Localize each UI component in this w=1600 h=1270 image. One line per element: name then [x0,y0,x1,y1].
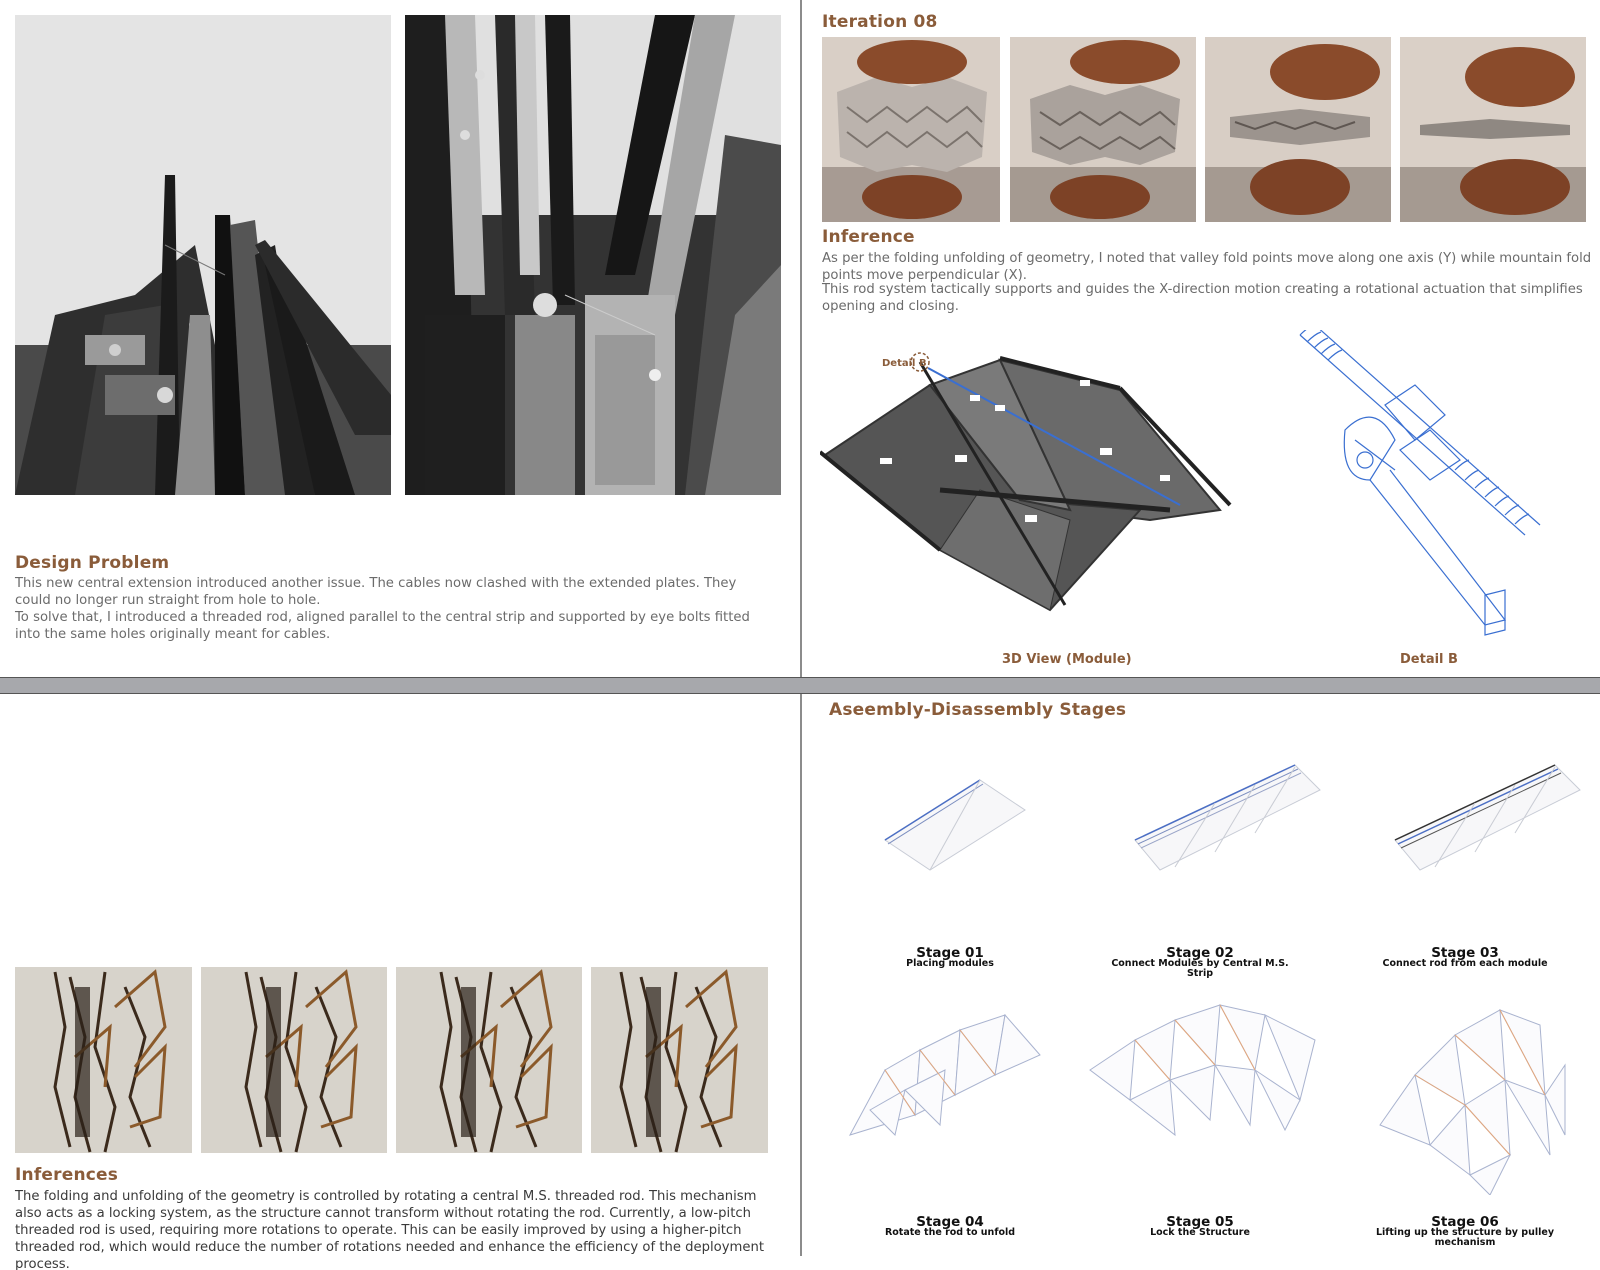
stage-02-illustration [1125,755,1325,875]
stage-05-title: Stage 05 [1166,1214,1234,1230]
inferences-heading: Inferences [15,1165,119,1185]
stage-04-desc: Rotate the rod to unfold [884,1227,1016,1238]
stage-03-illustration [1385,755,1585,875]
prototype-photo-3 [396,967,582,1153]
module-3d-view [820,340,1270,620]
vertical-divider-bottom [800,694,802,1256]
stage-04-title: Stage 04 [916,1214,984,1230]
design-problem-paragraph-1: This new central extension introduced another issue. The cables now clashed with the extended plates. They could no longer run straight from hole to hole. [15,576,737,608]
stage-01-desc: Placing modules [906,958,994,969]
inference-paragraph-2: This rod system tactically supports and guides the X-direction motion creating a rotational actuation that simplifies opening and closing. [822,282,1583,314]
design-problem-paragraph-2: To solve that, I introduced a threaded rod, aligned parallel to the central strip and supported by eye bolts fitted into the same holes originally meant for cables. [15,610,750,642]
folding-photo-1 [822,37,1000,222]
stage-05-desc: Lock the Structure [1150,1227,1250,1238]
caption-detail-b: Detail B [1400,652,1458,667]
stage-04-illustration [845,1010,1045,1140]
stage-06-title: Stage 06 [1431,1214,1499,1230]
design-problem-heading: Design Problem [15,553,170,573]
folding-photo-4 [1400,37,1586,222]
stage-03-title: Stage 03 [1431,945,1499,961]
inferences-paragraph: The folding and unfolding of the geometry is controlled by rotating a central M.S. threaded rod. This mechanism also acts as a locking system, as the structure cannot transform without rotating the rod. Currently, a low-pitch threaded rod is used, requiring more rotations to operate. This can be easily improved by using a higher-pitch threaded rod, which would reduce the number of rotations needed and enhance the efficiency of the deployment process. [15,1189,765,1270]
folding-photo-3 [1205,37,1391,222]
stage-06-desc: Lifting up the structure by pulley mechanism [1375,1227,1555,1248]
prototype-photo-4 [591,967,768,1153]
stages-heading: Aseembly-Disassembly Stages [829,700,1127,720]
inference-paragraph-1: As per the folding unfolding of geometry, I noted that valley fold points move along one axis (Y) while mountain fold points move perpendicular (X). [822,251,1592,283]
stage-01-illustration [870,765,1030,875]
iteration-title: Iteration 08 [822,12,938,32]
stage-03-desc: Connect rod from each module [1382,958,1548,969]
stage-02-title: Stage 02 [1166,945,1234,961]
vertical-divider-top [800,0,802,677]
stage-02-desc: Connect Modules by Central M.S. Strip [1111,958,1289,979]
horizontal-divider-band [0,677,1600,694]
prototype-photo-2 [201,967,387,1153]
folding-photo-2 [1010,37,1196,222]
stage-05-illustration [1085,1000,1325,1140]
detail-b-marker-label: Detail B [882,358,927,369]
hinge-photo-right [405,15,781,495]
stage-06-illustration [1370,1005,1570,1195]
prototype-photo-1 [15,967,192,1153]
detail-b-drawing [1295,330,1555,650]
caption-3d-view: 3D View (Module) [1002,652,1132,667]
hinge-photo-left [15,15,391,495]
stage-01-title: Stage 01 [916,945,984,961]
inference-heading: Inference [822,227,915,247]
